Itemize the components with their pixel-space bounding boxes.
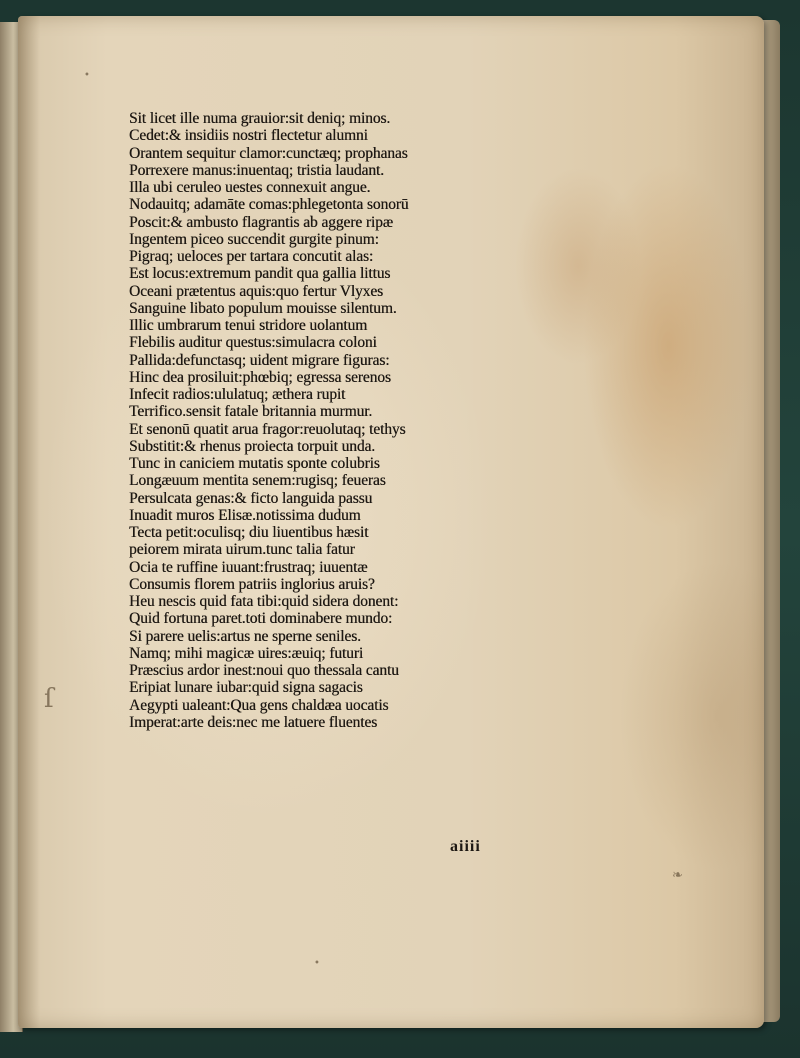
- verse-line: Oceani prætentus aquis:quo fertur Vlyxes: [129, 282, 383, 300]
- verse-line: Pigraq; ueloces per tartara concutit alas:: [129, 248, 374, 265]
- verse-line: Est locus:extremum pandit qua gallia littus: [129, 265, 391, 283]
- verse-line: Et senonū quatit arua fragor:reuolutaq; tethys: [129, 420, 406, 438]
- verse-line: Si parere uelis:artus ne sperne seniles.: [129, 627, 361, 645]
- verse-line: Flebilis auditur questus:simulacra coloni: [129, 334, 377, 352]
- margin-dot: •: [84, 70, 90, 81]
- verse-line: Heu nescis quid fata tibi:quid sidera donent:: [129, 593, 399, 610]
- verse-line: Pallida:defunctasq; uident migrare figuras:: [129, 351, 390, 369]
- verse-line: Præscius ardor inest:noui quo thessala cantu: [129, 662, 399, 679]
- gutter-shadow: [18, 16, 40, 1028]
- verse-line: Consumis florem patriis inglorius aruis?: [129, 575, 375, 593]
- margin-smudge-mark: ſ: [44, 684, 54, 714]
- book-page: [18, 16, 764, 1028]
- verse-line: Nodauitq; adamāte comas:phlegetonta sonorū: [129, 196, 409, 214]
- signature-mark: aiiii: [450, 838, 481, 855]
- verse-line: Tecta petit:oculisq; diu liuentibus hæsit: [129, 524, 369, 541]
- verse-line: Tunc in caniciem mutatis sponte colubris: [129, 455, 380, 472]
- verse-text: [129, 110, 549, 731]
- verse-line: Cedet:& insidiis nostri flectetur alumni: [129, 127, 368, 145]
- margin-dot: •: [314, 958, 320, 969]
- verse-line: Terrifico.sensit fatale britannia murmur.: [129, 403, 373, 421]
- verse-line: Inuadit muros Elisæ.notissima dudum: [129, 506, 361, 524]
- verse-line: Namq; mihi magicæ uires:æuiq; futuri: [129, 644, 364, 662]
- margin-stain-speck: ❧: [672, 868, 683, 883]
- verse-line: Porrexere manus:inuentaq; tristia laudant.: [129, 161, 384, 179]
- verse-line: peiorem mirata uirum.tunc talia fatur: [129, 541, 355, 559]
- verse-line: Longæuum mentita senem:rugisq; feueras: [129, 472, 386, 490]
- verse-line: Ingentem piceo succendit gurgite pinum:: [129, 230, 379, 248]
- verse-line: Illic umbrarum tenui stridore uolantum: [129, 317, 368, 334]
- verse-line: Sit licet ille numa grauior:sit deniq; minos.: [129, 110, 391, 127]
- verse-line: Orantem sequitur clamor:cunctæq; prophanas: [129, 144, 408, 162]
- verse-line: Poscit:& ambusto flagrantis ab aggere ripæ: [129, 213, 393, 231]
- verse-line: Imperat:arte deis:nec me latuere fluentes: [129, 713, 378, 731]
- verse-line: Infecit radios:ululatuq; æthera rupit: [129, 386, 346, 403]
- verse-line: Eripiat lunare iubar:quid signa sagacis: [129, 679, 363, 697]
- verse-line: Quid fortuna paret.toti dominabere mundo:: [129, 610, 393, 628]
- verse-line: Hinc dea prosiluit:phœbiq; egressa serenos: [129, 368, 391, 386]
- verse-line: Ocia te ruffine iuuant:frustraq; iuuentæ: [129, 558, 368, 576]
- verse-line: Illa ubi ceruleo uestes connexuit angue.: [129, 179, 371, 196]
- verse-line: Aegypti ualeant:Qua gens chaldæa uocatis: [129, 696, 389, 714]
- verse-line: Sanguine libato populum mouisse silentum.: [129, 299, 397, 317]
- verse-line: Substitit:& rhenus proiecta torpuit unda.: [129, 437, 376, 455]
- verse-line: Persulcata genas:& ficto languida passu: [129, 489, 373, 507]
